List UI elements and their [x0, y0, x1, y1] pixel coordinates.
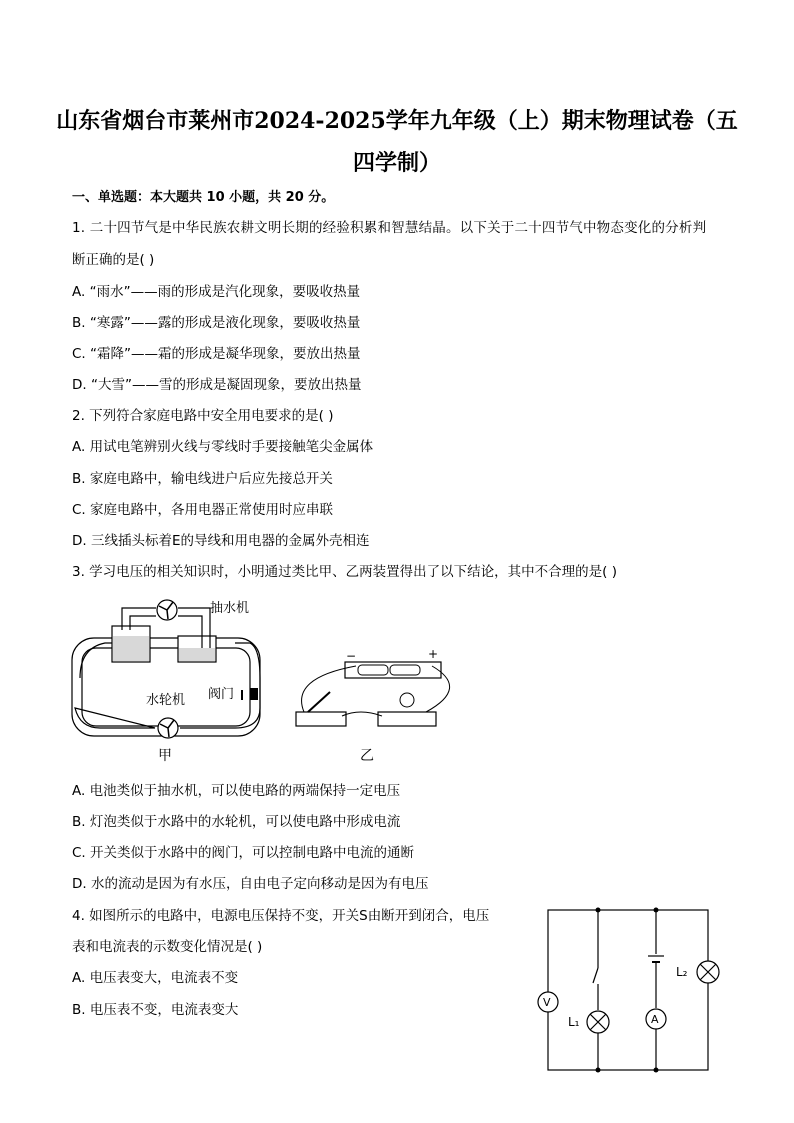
- q3-option-d: D. 水的流动是因为有水压，自由电子定向移动是因为有电压: [72, 876, 429, 892]
- switch-board: [296, 712, 346, 726]
- q1-stem-line1: 1. 二十四节气是中华民族农耕文明长期的经验积累和智慧结晶。以下关于二十四节气中物态变化的分析判: [72, 220, 707, 236]
- left-water: [113, 636, 149, 661]
- lamp-board: [378, 712, 436, 726]
- q2-stem: 2. 下列符合家庭电路中安全用电要求的是( ): [72, 408, 334, 424]
- label-l1: L₁: [568, 1015, 580, 1029]
- q3-option-c: C. 开关类似于水路中的阀门，可以控制电路中电流的通断: [72, 845, 415, 861]
- label-pump: 抽水机: [210, 601, 250, 616]
- q1-option-c: C. “霜降”——霜的形成是凝华现象，要放出热量: [72, 346, 361, 362]
- switch-lever: [308, 692, 330, 712]
- label-voltmeter: V: [543, 996, 551, 1009]
- battery-cell-1: [358, 665, 388, 675]
- battery-cell-2: [390, 665, 420, 675]
- q4-stem-line2: 表和电流表的示数变化情况是( ): [72, 939, 263, 955]
- q1-stem-line2: 断正确的是( ): [72, 252, 155, 268]
- q1-option-a: A. “雨水”——雨的形成是汽化现象，要吸收热量: [72, 284, 361, 300]
- q3-option-b: B. 灯泡类似于水路中的水轮机，可以使电路中形成电流: [72, 814, 401, 830]
- label-jia: 甲: [158, 748, 172, 764]
- title-line-1: 山东省烟台市莱州市2024-2025学年九年级（上）期末物理试卷（五: [56, 108, 738, 134]
- q4-option-a: A. 电压表变大，电流表不变: [72, 970, 239, 986]
- q2-option-c: C. 家庭电路中，各用电器正常使用时应串联: [72, 502, 334, 518]
- label-yi: 乙: [360, 748, 374, 764]
- title-line-2: 四学制）: [352, 150, 441, 176]
- q3-figure: [60, 588, 460, 770]
- label-turbine: 水轮机: [146, 693, 186, 708]
- q2-option-a: A. 用试电笔辨别火线与零线时手要接触笔尖金属体: [72, 439, 374, 455]
- q4-option-b: B. 电压表不变，电流表变大: [72, 1002, 239, 1018]
- q4-stem-line1: 4. 如图所示的电路中，电源电压保持不变，开关S由断开到闭合，电压: [72, 908, 490, 924]
- label-ammeter: A: [651, 1013, 659, 1026]
- right-water: [179, 648, 215, 661]
- label-l2: L₂: [676, 965, 688, 979]
- circuit-frame: [548, 910, 708, 1070]
- q1-option-d: D. “大雪”——雪的形成是凝固现象，要放出热量: [72, 377, 362, 393]
- q2-option-d: D. 三线插头标着E的导线和用电器的金属外壳相连: [72, 533, 370, 549]
- q4-circuit-figure: [530, 898, 730, 1078]
- water-pipe-outer: [75, 643, 260, 728]
- label-plus: +: [428, 647, 439, 661]
- q3-option-a: A. 电池类似于抽水机，可以使电路的两端保持一定电压: [72, 783, 401, 799]
- page-title: [40, 100, 754, 184]
- section-heading: 一、单选题：本大题共 10 小题，共 20 分。: [72, 190, 335, 205]
- q1-option-b: B. “寒露”——露的形成是液化现象，要吸收热量: [72, 315, 361, 331]
- q3-stem: 3. 学习电压的相关知识时，小明通过类比甲、乙两装置得出了以下结论，其中不合理的是( ): [72, 564, 617, 580]
- lamp-bulb: [400, 693, 414, 707]
- q2-option-b: B. 家庭电路中，输电线进户后应先接总开关: [72, 471, 333, 487]
- label-minus: −: [346, 649, 357, 663]
- switch-s: [593, 968, 598, 983]
- valve-icon: [250, 688, 258, 700]
- label-valve: 阀门: [208, 687, 235, 702]
